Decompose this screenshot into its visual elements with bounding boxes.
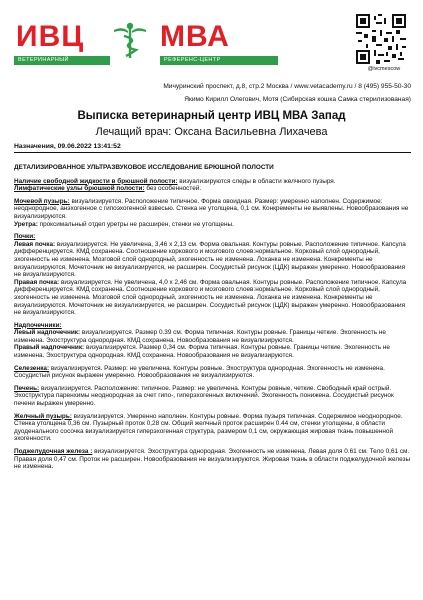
assigned-label: Назначения, [14,143,56,150]
spleen-text: визуализируется. Размер: не увеличена. Контуры ровные. Эхоструктура однородная. Эхогенность не изменена. Сосудистый рисунок выражен умеренно. Новообразования не визуализируются. [14,364,385,380]
clinic-logo [14,20,284,66]
logo-text-right: МВА [160,20,230,53]
adrenals-paragraph [14,322,411,360]
address-line: Мичуринский проспект, д.8, стр.2 Москва / www.vetacademy.ru / 8 (495) 955-50-30 [163,83,411,90]
header-address [40,80,411,106]
logo-text-left: ИВЦ [16,20,85,53]
assigned-datetime: 09.06.2022 13:41:52 [57,143,121,150]
liver-label: Печень: [14,384,40,392]
right-adrenal-text: визуализируется. Размер 0,34 см. Форма типичная. Контуры ровные. Границы четкие. Эхогенность не изменена. Эхоструктура однородная. КМД сохранена. Новообразования не визуализируются. [14,344,390,360]
logo-subtitle-right: РЕФЕРЕНС-ЦЕНТР [160,56,278,65]
bladder-text: визуализируется. Расположение типичное. Форма овоидная. Размер: умеренно наполнен. Содержимое: неоднородное, анэхогенное с гипоэхогенной взвесью. Стенка не утолщена, 0,1 см. Конкременты не выявлены. Новообразования не визуализируются. [14,197,409,220]
free-fluid-text: визуализируются следы в области желчного пузыря. [179,177,336,185]
adrenals-label: Надпочечники: [14,321,62,329]
bladder-label: Мочевой пузырь: [14,197,70,205]
kidneys-paragraph [14,233,411,317]
gallbladder-text: визуализируется. Умеренно наполнен. Контуры ровные. Форма пузыря типичная. Содержимое неоднородное. Стенка утолщена 0,36 см. Пузырный проток 0,28 см. Общий желчный проток расширен 0.44 см, стенки утолщены, в области дуоденального сосочка визуализируется гиперэхогенная структура, размером 0,1 см, окружающая жировая ткань повышенной эхогенности. [14,412,403,443]
right-adrenal-label: Правый надпочечник: [14,344,85,352]
spleen-paragraph [14,365,411,380]
logo-subtitle-left: ВЕТЕРИНАРНЫЙ [14,56,110,65]
doctor-line: Лечащий врач: Оксана Васильевна Лихачева [95,126,328,138]
left-adrenal-label: Левый надпочечник: [14,329,81,337]
document-title: Выписка ветеринарный центр ИВЦ МВА Запад [77,110,346,122]
pancreas-text: визуализируется. Эхоструктура однородная. Эхогенность не изменена. Левая доля 0.61 см. Тело 0,61 см. Правая доля 0,47 см. Проток не расширен. Новообразования не визуализируются. Жировая ткань в области поджелудочной железы не изменена. [14,448,411,471]
qr-code [356,14,406,64]
caduceus-emblem-icon [110,20,150,60]
ureter-text: проксимальный отдел уретры не расширен, стенки не утолщены. [39,220,234,228]
qr-handle: @ivcmescow [367,66,401,72]
liver-text: визуализируется. Расположение: типичное. Размер: не увеличена. Контуры ровные, четкие. Свободный край острый. Эхоструктура паренхимы неоднородная за счет гипо-, гиперэхогенных включений. Эхогенность понижена. Сосудистый рисунок печени выражен умеренно. [14,384,394,408]
pancreas-paragraph [14,448,411,471]
ureter-label: Уретра: [14,220,38,228]
owner-line: Якимо Кирилл Олегович, Мотя (Сибирская кошка Самка стерилизованая) [184,96,411,103]
report-body [14,158,411,476]
bladder-paragraph [14,198,411,228]
kidneys-label: Почки: [14,233,36,241]
assigned-line [14,143,121,150]
liver-paragraph [14,385,411,408]
report-heading: ДЕТАЛИЗИРОВАННОЕ УЛЬТРАЗВУКОВОЕ ИССЛЕДОВАНИЕ БРЮШНОЙ ПОЛОСТИ [14,164,274,171]
free-fluid-label: Наличие свободной жидкости в брюшной полости: [14,177,178,185]
divider [14,152,411,153]
gallbladder-paragraph [14,413,411,443]
lymph-text: без особенностей. [146,185,202,193]
spleen-label: Селезенка: [14,364,50,372]
right-kidney-label: Правая почка: [14,278,60,286]
left-kidney-text: визуализируется. Не увеличена, 3,46 х 2,13 см. Форма овальная. Контуры ровные. Расположение типичное. Капсула дифференцируется. КМД сохранена. Соотношение коркового и мозгового слоев:нормальное. Корковый слой однородный, эхогенность не изменена. Мозговой слой однородный, эхогенность не изменена. Лоханка не изменена. Конкременты не визуализируются. Мочеточник не визуализируется, не расширен. Сосудистый рисунок (ЦДК) выражен умеренно. Новообразования не визуализируются. [14,240,406,279]
left-adrenal-text: визуализируется. Размер 0.39 см. Форма типичная. Контуры ровные. Границы четкие. Эхогенность не изменена. Эхоструктура однородная. КМД сохранена. Новообразования не визуализируются. [14,329,386,344]
free-fluid-paragraph [14,178,411,193]
lymph-label: Лимфатические узлы брюшной полости: [14,185,145,193]
gallbladder-label: Желчный пузырь: [14,412,72,420]
pancreas-label: Поджелудочная железа : [14,448,93,455]
left-kidney-label: Левая почка: [14,240,56,248]
right-kidney-text: визуализируется. Не увеличена, 4,0 х 2,46 см. Форма овальная. Контуры ровные. Расположение типичное. Капсула дифференцируется. КМД сохранена. Соотношение коркового и мозгового слоев:нормальное. Корковый слой однородный, эхогенность не изменена. Мозговой слой однородный, эхогенность не изменена. Лоханка не изменена. Конкременты не визуализируются. Мочеточник не визуализируется, не расширен. Сосудистый рисунок (ЦДК) выражен умеренно. Новообразования не визуализируются. [14,278,407,317]
